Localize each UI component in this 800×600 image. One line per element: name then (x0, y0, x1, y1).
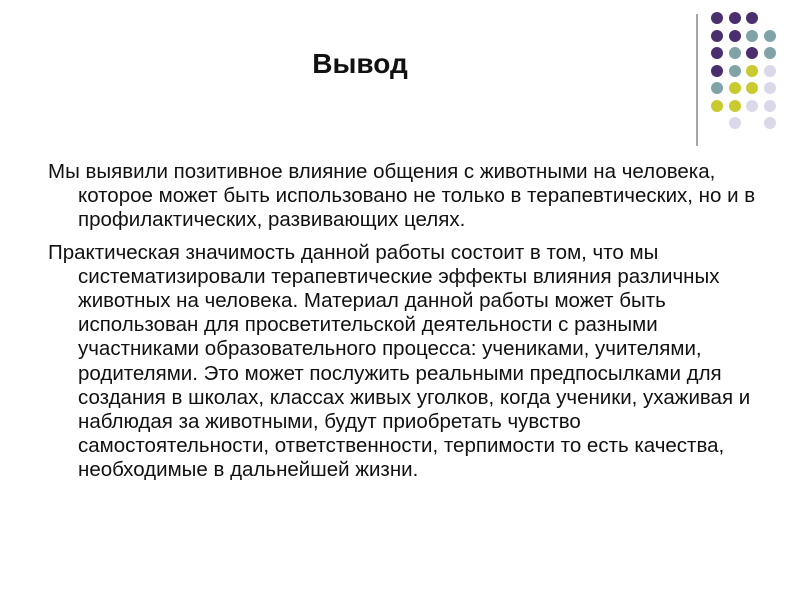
slide-body (48, 160, 758, 491)
decorative-dot (764, 117, 776, 129)
decorative-dot (746, 100, 758, 112)
decorative-dot (746, 65, 758, 77)
decorative-dot (746, 47, 758, 59)
decorative-dot (764, 47, 776, 59)
decorative-dot (711, 100, 723, 112)
decorative-dot (711, 30, 723, 42)
decorative-dot (764, 100, 776, 112)
decorative-dot (729, 47, 741, 59)
decorative-dot (764, 82, 776, 94)
decorative-dot (729, 65, 741, 77)
decorative-dot (746, 30, 758, 42)
decorative-dot (711, 12, 723, 24)
conclusion-paragraph-2: Практическая значимость данной работы состоит в том, что мы систематизировали терапевтические эффекты влияния различных животных на человека. Материал данной работы может быть использован для просветительской деятельности с разными участниками образовательного процесса: учениками, учителями, родителями. Это может послужить реальными предпосылками для создания в школах, классах живых уголков, когда ученики, ухаживая и наблюдая за животными, будут приобретать чувство самостоятельности, ответственности, терпимости то есть качества, необходимые в дальнейшей жизни. (48, 240, 751, 482)
decorative-dot (746, 12, 758, 24)
decorative-dot (711, 65, 723, 77)
decorative-divider (696, 14, 698, 146)
decorative-dot (729, 82, 741, 94)
conclusion-paragraph-1: Мы выявили позитивное влияние общения с животными на человека, которое может быть использовано не только в терапевтических, но и в профилактических, развивающих целях. (48, 160, 756, 232)
decorative-dot (729, 30, 741, 42)
decorative-dot (746, 82, 758, 94)
decorative-dot (729, 100, 741, 112)
decorative-dot (729, 117, 741, 129)
decorative-dot (764, 30, 776, 42)
decorative-dot (711, 82, 723, 94)
decorative-dot (764, 65, 776, 77)
slide-title: Вывод (312, 48, 408, 79)
decorative-dot (729, 12, 741, 24)
decorative-dot (711, 47, 723, 59)
